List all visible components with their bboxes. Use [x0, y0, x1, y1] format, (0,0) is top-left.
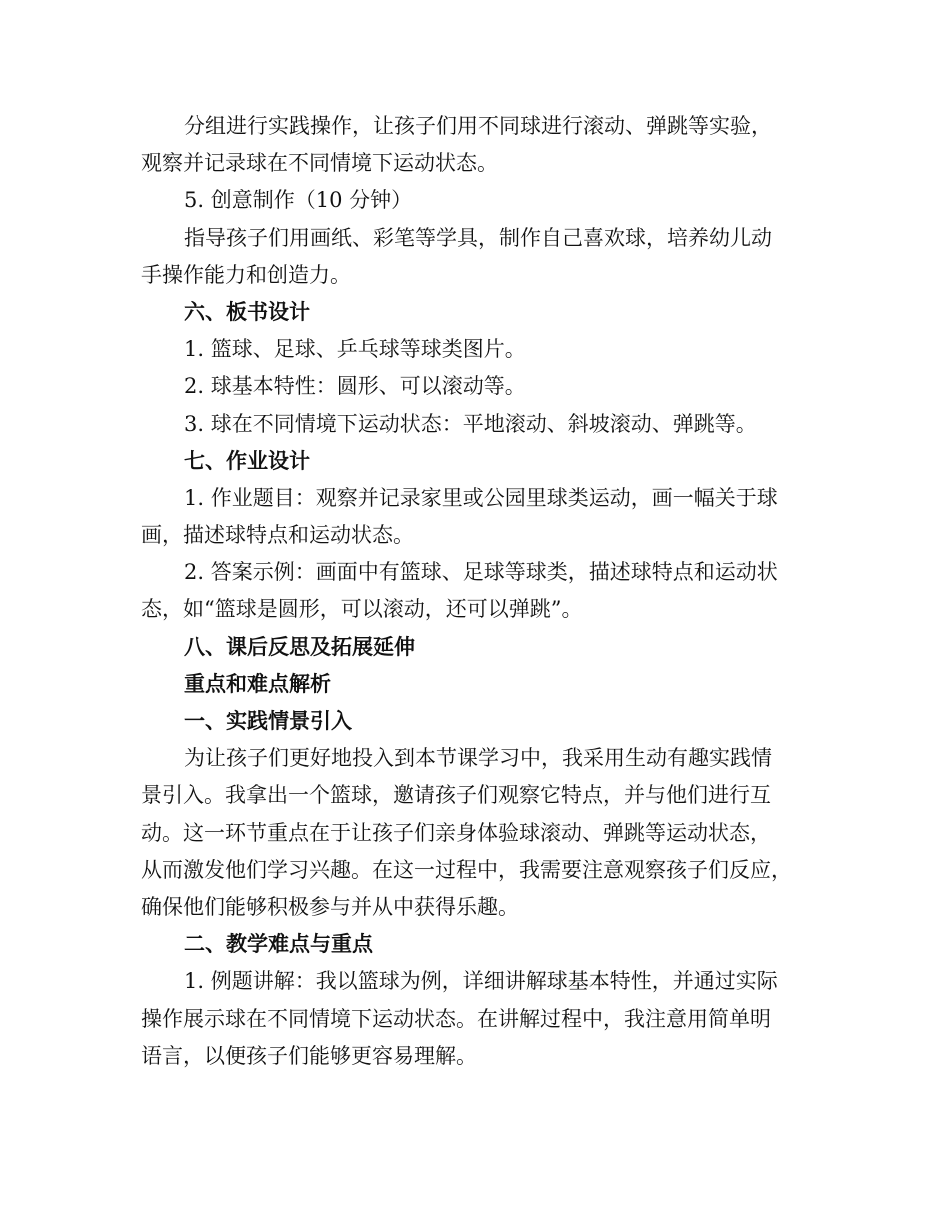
list-item: 3. 球在不同情境下运动状态：平地滚动、斜坡滚动、弹跳等。 — [184, 411, 757, 436]
list-item: 1. 例题讲解：我以篮球为例，详细讲解球基本特性，并通过实际 — [184, 969, 778, 994]
list-item: 1. 作业题目：观察并记录家里或公园里球类运动，画一幅关于球 — [184, 485, 778, 510]
paragraph-line: 操作展示球在不同情境下运动状态。在讲解过程中，我注意用简单明 — [141, 1006, 771, 1031]
paragraph-line: 景引入。我拿出一个篮球，邀请孩子们观察它特点，并与他们进行互 — [141, 783, 771, 808]
paragraph-line: 手操作能力和创造力。 — [141, 262, 351, 287]
section-heading: 一、实践情景引入 — [184, 709, 352, 733]
list-item: 2. 球基本特性：圆形、可以滚动等。 — [184, 374, 526, 399]
paragraph-line: 语言，以便孩子们能够更容易理解。 — [141, 1043, 477, 1068]
list-item: 1. 篮球、足球、乒乓球等球类图片。 — [184, 337, 526, 362]
paragraph-line: 为让孩子们更好地投入到本节课学习中，我采用生动有趣实践情 — [184, 746, 772, 771]
section-heading: 八、课后反思及拓展延伸 — [184, 634, 415, 659]
paragraph-line: 观察并记录球在不同情境下运动状态。 — [141, 151, 498, 176]
paragraph-line: 态，如“篮球是圆形，可以滚动，还可以弹跳”。 — [141, 597, 583, 622]
paragraph-line: 动。这一环节重点在于让孩子们亲身体验球滚动、弹跳等运动状态， — [141, 820, 771, 845]
paragraph-line: 画，描述球特点和运动状态。 — [141, 523, 414, 548]
paragraph-line: 从而激发他们学习兴趣。在这一过程中，我需要注意观察孩子们反应， — [141, 857, 792, 882]
section-heading: 六、板书设计 — [184, 299, 310, 324]
document-page — [141, 108, 807, 1075]
paragraph-line: 确保他们能够积极参与并从中获得乐趣。 — [141, 894, 519, 919]
paragraph-line: 指导孩子们用画纸、彩笔等学具，制作自己喜欢球，培养幼儿动 — [184, 225, 772, 250]
section-heading: 二、教学难点与重点 — [184, 932, 373, 957]
list-item: 2. 答案示例：画面中有篮球、足球等球类，描述球特点和运动状 — [184, 560, 778, 585]
list-item: 5. 创意制作（10 分钟） — [184, 188, 413, 213]
paragraph-line: 分组进行实践操作，让孩子们用不同球进行滚动、弹跳等实验， — [184, 114, 772, 138]
section-heading: 重点和难点解析 — [184, 671, 331, 696]
section-heading: 七、作业设计 — [184, 448, 310, 473]
